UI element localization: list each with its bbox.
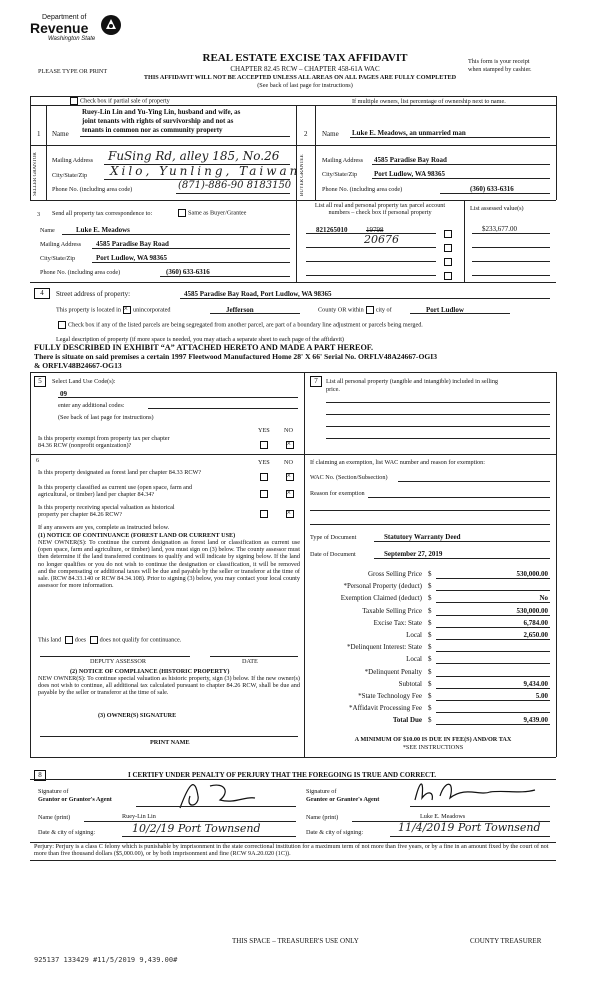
exhibit-line-3: & ORFLV48B24667-OG13 <box>34 361 122 370</box>
receipt-note-2: when stamped by cashier. <box>468 66 532 73</box>
tax-row-currency: $ <box>428 582 432 591</box>
tax-city-label: City/State/Zip <box>40 255 76 262</box>
doc-type-label: Type of Document <box>310 534 357 541</box>
tax-city-value: Port Ludlow, WA 98365 <box>96 254 168 262</box>
historic-yes-checkbox[interactable] <box>258 505 270 523</box>
tax-row-label: *Personal Property (deduct) <box>343 582 422 591</box>
seller-mailing-value: FuSing Rd, alley 185, No.26 <box>108 149 280 163</box>
this-land-label: This land <box>38 636 62 644</box>
send-correspondence-label: Send all property tax correspondence to: <box>52 210 153 217</box>
tax-row-value: 6,784.00 <box>523 618 548 627</box>
street-value: 4585 Paradise Bay Road, Port Ludlow, WA 98365 <box>184 290 332 298</box>
grantor-name-print-label: Name (print) <box>38 814 71 821</box>
city-of-value: Port Ludlow <box>426 306 464 314</box>
grantee-sig-label-2: Grantee or Grantee's Agent <box>306 796 380 803</box>
assessed-1-value: $233,677.00 <box>482 225 517 233</box>
tax-phone-value: (360) 633-6316 <box>166 268 210 276</box>
forest-yes-checkbox[interactable] <box>258 468 270 486</box>
exhibit-line-1: FULLY DESCRIBED IN EXHIBIT “A” ATTACHED HERETO AND MADE A PART HEREOF. <box>34 343 374 352</box>
historic-no-checkbox[interactable] <box>284 505 296 523</box>
county-or-within-label: County OR within <box>318 306 364 314</box>
exemption-claim-label: If claiming an exemption, list WAC number and reason for exemption: <box>310 459 485 466</box>
seller-name-line-3: tenants in common nor as community property <box>82 126 223 134</box>
section-4-number: 4 <box>34 288 50 299</box>
form-title: REAL ESTATE EXCISE TAX AFFIDAVIT <box>202 52 408 64</box>
exemption-reason-label: Reason for exemption <box>310 490 365 497</box>
seller-city-label: City/State/Zip <box>52 172 88 179</box>
notice-2-text: NEW OWNER(S): To continue special valuation as historic property, sign (3) below. If the new owner(s) does not wish to continue, all additional tax calculated pursuant to chapter 84.26 RCW, shall be due and payable by the seller or transferor at the time of sale. <box>38 675 300 697</box>
parcel-1-number: 821265010 <box>316 226 348 234</box>
tax-row-label: Local <box>406 655 422 664</box>
dor-logo <box>30 14 125 54</box>
deputy-assessor-label: DEPUTY ASSESSOR <box>90 658 146 665</box>
additional-codes-label: enter any additional codes: <box>58 402 125 409</box>
cashier-stamp: 925137 133429 #11/5/2019 9,439.00# <box>34 956 178 964</box>
buyer-phone-label: Phone No. (including area code) <box>322 186 403 193</box>
dor-logo-icon <box>100 14 122 36</box>
tax-row-label: Local <box>406 631 422 639</box>
tax-row-currency: $ <box>428 716 432 725</box>
personal-property-text-2: price. <box>326 386 340 393</box>
land-does-label: does <box>74 636 87 644</box>
street-label: Street address of property: <box>56 290 131 298</box>
buyer-mailing-value: 4585 Paradise Bay Road <box>374 156 447 164</box>
logo-state-text: Washington State <box>48 36 96 42</box>
seller-phone-label: Phone No. (including area code) <box>52 186 133 193</box>
grantee-date-city-value: 11/4/2019 Port Townsend <box>398 821 541 834</box>
multiple-owners-note: If multiple owners, list percentage of ownership next to name. <box>352 98 506 105</box>
county-value: Jefferson <box>226 306 254 314</box>
s6-yes-header: YES <box>258 459 270 466</box>
doc-date-label: Date of Document <box>310 551 356 558</box>
exempt-question-1: Is this property exempt from property tax per chapter <box>38 435 170 442</box>
minimum-fee-note: A MINIMUM OF $10.00 IS DUE IN FEE(S) AND/OR TAX <box>354 736 512 743</box>
owner-signature-label: (3) OWNER(S) SIGNATURE <box>98 712 177 719</box>
forest-no-checkbox[interactable] <box>284 468 296 486</box>
section-3-number: 3 <box>37 211 41 218</box>
parcel-1-struck: 19798 <box>366 226 384 234</box>
exempt-yes-header: YES <box>258 427 270 434</box>
grantor-date-city-label: Date & city of signing: <box>38 829 96 836</box>
grantor-name-print-value: Ruey-Lin Lin <box>122 813 156 820</box>
notice-2-title: (2) NOTICE OF COMPLIANCE (HISTORIC PROPERTY) <box>70 668 230 675</box>
partial-sale-checkbox[interactable] <box>70 97 78 105</box>
seller-grantor-label: SELLER GRANTOR <box>33 152 38 196</box>
deputy-date-label: DATE <box>242 658 258 665</box>
exempt-yes-checkbox[interactable] <box>258 436 270 454</box>
tax-mailing-label: Mailing Address <box>40 241 82 248</box>
tax-row-currency: $ <box>428 679 432 688</box>
tax-row-value: 5.00 <box>535 692 548 700</box>
grantee-date-city-label: Date & city of signing: <box>306 829 364 836</box>
tax-row-currency: $ <box>428 606 432 615</box>
section-6-number: 6 <box>36 457 40 464</box>
buyer-mailing-label: Mailing Address <box>322 157 364 164</box>
land-use-code: 09 <box>60 390 67 398</box>
see-instructions-note: *SEE INSTRUCTIONS <box>402 744 464 751</box>
tax-row-currency: $ <box>428 618 432 627</box>
tax-row-value: 9,434.00 <box>523 679 548 688</box>
tax-row-currency: $ <box>428 704 432 713</box>
seller-name-label: Name <box>52 130 69 138</box>
unincorporated-label: unincorporated <box>132 306 171 314</box>
notice-1-text: NEW OWNER(S): To continue the current designation as forest land or classification as current use (open space, farm and agriculture, or timber) land, you must sign on (3) below. The county assessor must then determine if the land transferred continues to qualify and will indicate by signing below. If the land no longer qualifies or you do not wish to continue the designation or classification, it will be removed and the compensating or additional taxes will be due and payable by the seller or transferor at the time of sale. (RCW 84.33.140 or RCW 84.34.108). Prior to signing (3) below, you may contact your local county assessor for more information. <box>38 539 300 590</box>
tax-row-currency: $ <box>428 594 432 603</box>
parcel-header-2: numbers – check box if personal property <box>328 209 432 216</box>
tax-phone-label: Phone No. (including area code) <box>40 269 121 276</box>
grantee-name-print-value: Luke E. Meadows <box>420 813 466 820</box>
tax-row-currency: $ <box>428 631 432 639</box>
tax-mailing-value: 4585 Paradise Bay Road <box>96 240 169 248</box>
logo-revenue-text: Revenue <box>30 20 89 36</box>
grantor-date-city-value: 10/2/19 Port Townsend <box>132 822 261 835</box>
tax-row-label: *Delinquent Interest: State <box>346 643 422 652</box>
buyer-name-value: Luke E. Meadows, an unmarried man <box>352 129 466 137</box>
this-land-row <box>38 636 181 644</box>
land-use-see-back: (See back of last page for instructions) <box>58 414 154 421</box>
tax-row-value: No <box>539 594 548 603</box>
exhibit-line-2: There is situate on said premises a certain 1997 Fleetwood Manufactured Home 28' X 66' Serial No. ORFLV48A24667-OGI3 <box>34 352 438 361</box>
receipt-note-1: This form is your receipt <box>468 58 530 65</box>
exempt-no-header: NO <box>284 427 293 434</box>
land-does-checkbox[interactable] <box>65 636 73 644</box>
seller-phone-value: (871)-886-90 8183150 <box>178 180 292 191</box>
seller-name-line-1: Ruey-Lin Lin and Yu-Ying Lin, husband and wife, as <box>82 108 241 116</box>
if-any-yes-note: If any answers are yes, complete as instructed below. <box>38 524 170 531</box>
tax-row-value: 530,000.00 <box>516 570 548 578</box>
tax-row-label: *Affidavit Processing Fee <box>349 704 422 713</box>
tax-row-label: Total Due <box>392 716 422 725</box>
section-5-number: 5 <box>34 376 46 387</box>
tax-row-label: *State Technology Fee <box>358 692 422 700</box>
current-use-no-checkbox[interactable] <box>284 485 296 503</box>
tax-name-value: Luke E. Meadows <box>76 226 130 234</box>
logo-dept-text: Department of <box>42 14 87 21</box>
historic-question-2: property per chapter 84.26 RCW? <box>38 511 123 518</box>
section-2-number: 2 <box>304 130 308 138</box>
partial-sale-checkbox-row[interactable] <box>68 97 170 105</box>
exempt-question-2: 84.36 RCW (nonprofit organization)? <box>38 442 132 449</box>
grantee-name-print-label: Name (print) <box>306 814 339 821</box>
tax-row-currency: $ <box>428 692 432 700</box>
historic-question-1: Is this property receiving special valuation as historical <box>38 504 175 511</box>
parcel-1-handwritten: 20676 <box>364 233 399 246</box>
form-see-back: (See back of last page for instructions) <box>257 82 353 89</box>
located-in-row <box>56 306 170 314</box>
section-7-number: 7 <box>310 376 322 387</box>
grantee-sig-label-1: Signature of <box>306 788 337 795</box>
grantor-sig-label-1: Signature of <box>38 788 69 795</box>
buyer-name-label: Name <box>322 130 339 138</box>
personal-property-text-1: List all personal property (tangible and intangible) included in selling <box>326 378 499 385</box>
form-chapter: CHAPTER 82.45 RCW – CHAPTER 458-61A WAC <box>230 65 380 73</box>
assessed-header: List assessed value(s) <box>470 205 524 212</box>
current-use-yes-checkbox[interactable] <box>258 485 270 503</box>
land-use-label: Select Land Use Code(s): <box>52 378 116 385</box>
tax-row-label: *Delinquent Penalty <box>364 667 422 676</box>
county-treasurer-label: COUNTY TREASURER <box>470 937 542 945</box>
tax-row-label: Taxable Selling Price <box>362 606 422 615</box>
tax-name-label: Name <box>40 227 55 234</box>
perjury-notice: Perjury: Perjury is a class C felony which is punishable by imprisonment in the state correctional institution for a maximum term of not more than five years, or by a fine in an amount fixed by the court of not more than five thousand dollars ($5,000.00), or by both imprisonment and fine (RCW 9A.20.020 (1C)). <box>34 843 549 858</box>
same-as-buyer-label: Same as Buyer/Grantee <box>188 209 247 217</box>
grantor-sig-label-2: Grantor or Grantor's Agent <box>38 796 112 803</box>
same-as-buyer-checkbox[interactable] <box>178 209 186 217</box>
parcel-header-1: List all real and personal property tax parcel account <box>314 202 446 209</box>
seller-city-value: Xilo, Yunling, Taiwan <box>110 164 301 178</box>
current-use-question-2: agricultural, or timber) land per chapter 84.34? <box>38 491 155 498</box>
located-in-label: This property is located in <box>56 306 121 314</box>
segregated-label: Check box if any of the listed parcels are being segregated from another parcel, are part of a boundary line adjustment or parcels being merged. <box>68 321 423 329</box>
tax-row-label: Exemption Claimed (deduct) <box>340 594 422 603</box>
buyer-phone-value: (360) 633-6316 <box>470 185 514 193</box>
doc-date-value: September 27, 2019 <box>384 550 443 558</box>
treasurer-use-only: THIS SPACE – TREASURER'S USE ONLY <box>232 937 359 945</box>
segregated-row[interactable] <box>56 321 423 329</box>
notice-1-title: (1) NOTICE OF CONTINUANCE (FOREST LAND OR CURRENT USE) <box>38 532 236 539</box>
section-8-number: 8 <box>34 770 46 781</box>
s6-no-header: NO <box>284 459 293 466</box>
forest-land-question: Is this property designated as forest land per chapter 84.33 RCW? <box>38 469 202 476</box>
buyer-grantee-label: BUYER GRANTEE <box>300 154 305 196</box>
city-of-label: city of <box>375 306 392 314</box>
segregated-checkbox[interactable] <box>58 321 66 329</box>
tax-row-label: Excise Tax: State <box>373 618 422 627</box>
partial-sale-label: Check box if partial sale of property <box>80 97 170 105</box>
tax-row-currency: $ <box>428 655 432 664</box>
tax-row-value: 9,439.00 <box>523 716 548 725</box>
buyer-city-label: City/State/Zip <box>322 171 358 178</box>
grantee-signature <box>410 776 540 806</box>
tax-row-label: Gross Selling Price <box>367 570 422 578</box>
doc-type-value: Statutory Warranty Deed <box>384 533 461 541</box>
tax-row-value: 2,650.00 <box>523 631 548 639</box>
land-does-not-label: does not qualify for continuance. <box>99 636 182 644</box>
tax-row-currency: $ <box>428 667 432 676</box>
seller-name-line-2: joint tenants with rights of survivorship and not as <box>82 117 234 125</box>
form-warning: THIS AFFIDAVIT WILL NOT BE ACCEPTED UNLESS ALL AREAS ON ALL PAGES ARE FULLY COMPLETED <box>143 74 457 81</box>
city-of-checkbox[interactable] <box>366 306 374 314</box>
tax-row-currency: $ <box>428 643 432 652</box>
please-type: PLEASE TYPE OR PRINT <box>38 68 108 75</box>
certify-statement: I CERTIFY UNDER PENALTY OF PERJURY THAT THE FOREGOING IS TRUE AND CORRECT. <box>128 771 437 779</box>
county-or-within-row <box>318 306 392 314</box>
exempt-no-checkbox[interactable] <box>284 436 296 454</box>
section-1-number: 1 <box>37 130 41 138</box>
wac-number-label: WAC No. (Section/Subsection) <box>310 474 388 481</box>
print-name-label: PRINT NAME <box>150 739 190 746</box>
tax-row-value: 530,000.00 <box>516 606 548 615</box>
buyer-city-value: Port Ludlow, WA 98365 <box>374 170 446 178</box>
unincorporated-checkbox[interactable] <box>123 306 131 314</box>
tax-row-currency: $ <box>428 570 432 578</box>
tax-row-label: Subtotal <box>398 679 422 688</box>
legal-description-label: Legal description of property (if more space is needed, you may attach a separate sheet to each page of the affidavit) <box>56 336 344 343</box>
land-does-not-checkbox[interactable] <box>90 636 98 644</box>
seller-mailing-label: Mailing Address <box>52 157 94 164</box>
same-as-buyer-row[interactable] <box>176 209 246 217</box>
current-use-question-1: Is this property classified as current use (open space, farm and <box>38 484 193 491</box>
